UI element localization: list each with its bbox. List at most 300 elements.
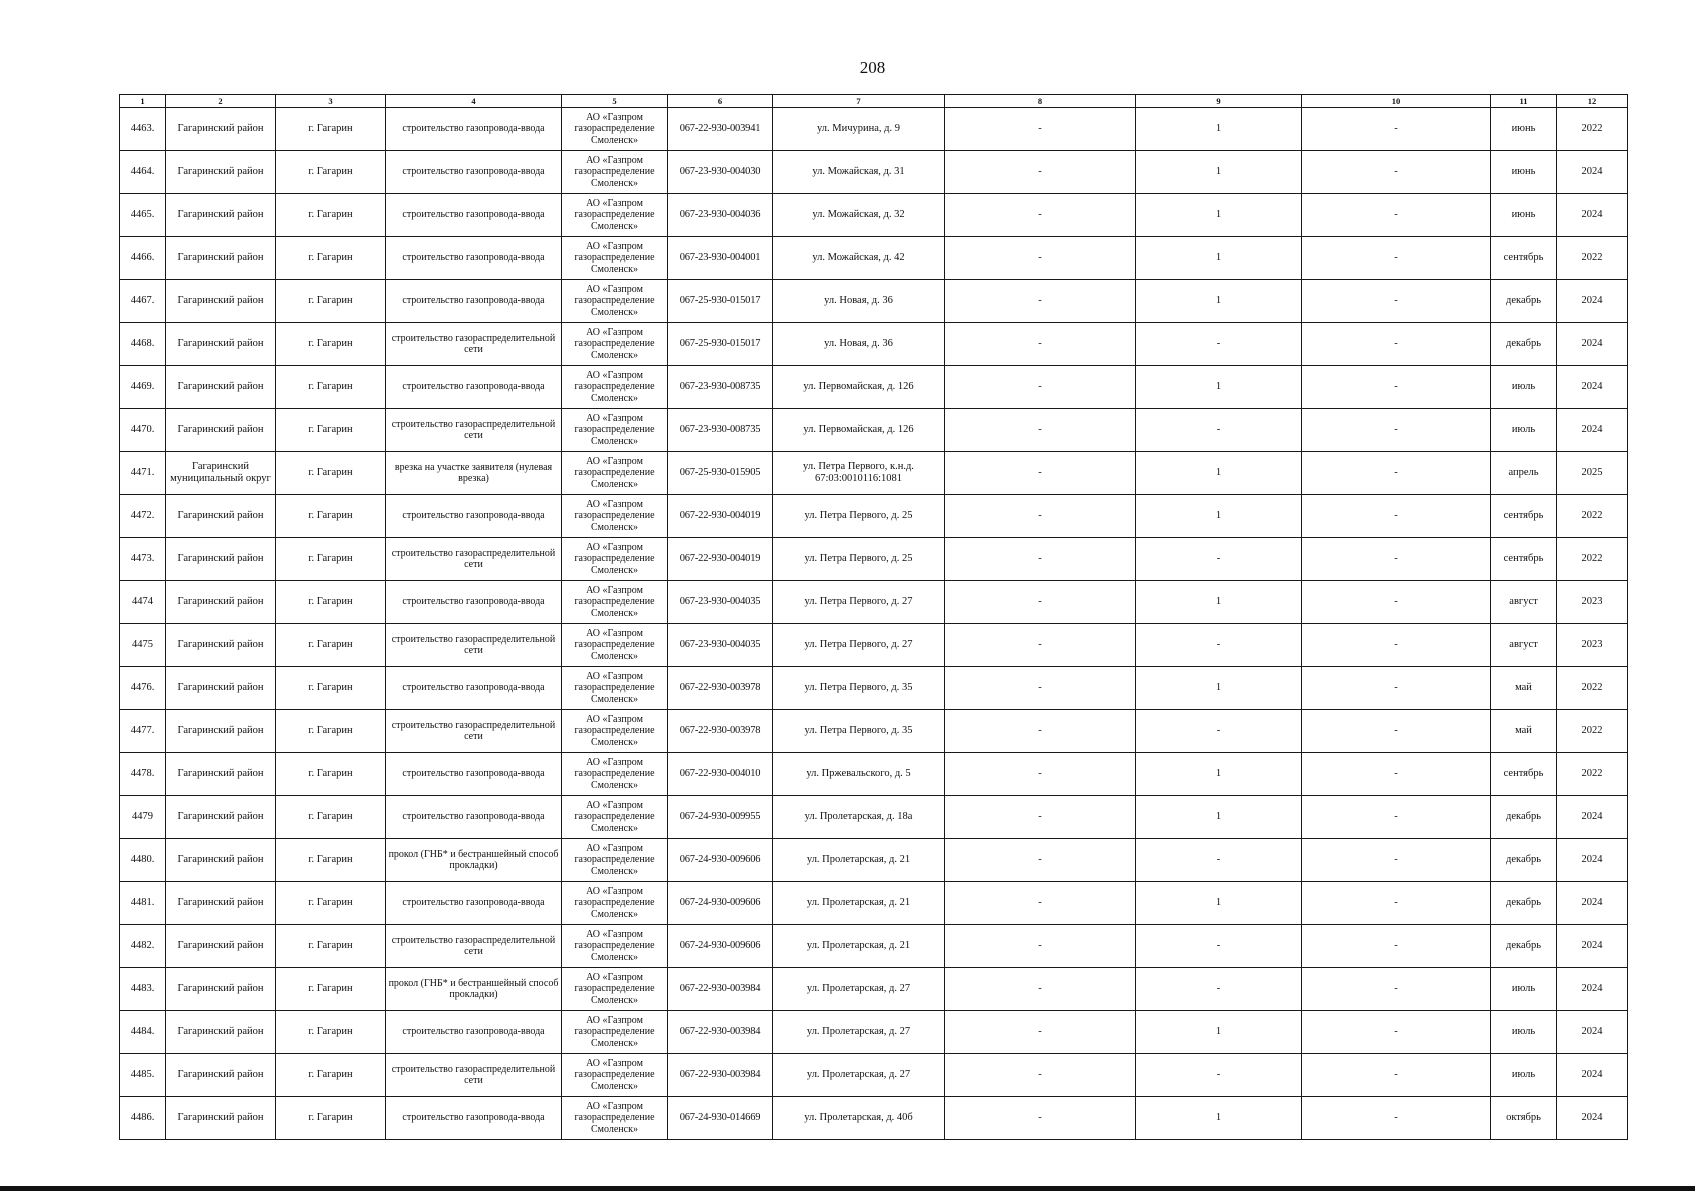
month-cell: август xyxy=(1491,581,1557,624)
column-9-cell: - xyxy=(1136,538,1302,581)
organization-cell: АО «Газпром газораспределение Смоленск» xyxy=(562,796,668,839)
column-10-cell: - xyxy=(1302,710,1491,753)
column-10-cell: - xyxy=(1302,366,1491,409)
work-type-cell: строительство газораспределительной сети xyxy=(386,925,562,968)
table-row xyxy=(120,624,1628,667)
address-cell: ул. Первомайская, д. 126 xyxy=(773,409,945,452)
district-cell: Гагаринский муниципальный округ xyxy=(166,452,276,495)
column-number: 11 xyxy=(1491,95,1557,108)
column-number: 5 xyxy=(562,95,668,108)
address-cell: ул. Мичурина, д. 9 xyxy=(773,108,945,151)
month-cell: июнь xyxy=(1491,194,1557,237)
work-type-cell: строительство газопровода-ввода xyxy=(386,108,562,151)
tu-number-cell: 067-22-930-003941 xyxy=(668,108,773,151)
month-cell: май xyxy=(1491,667,1557,710)
tu-number-cell: 067-22-930-003984 xyxy=(668,1011,773,1054)
column-9-cell: - xyxy=(1136,624,1302,667)
tu-number-cell: 067-24-930-009606 xyxy=(668,925,773,968)
year-cell: 2024 xyxy=(1557,839,1628,882)
city-cell: г. Гагарин xyxy=(276,796,386,839)
month-cell: апрель xyxy=(1491,452,1557,495)
tu-number-cell: 067-22-930-003978 xyxy=(668,667,773,710)
year-cell: 2023 xyxy=(1557,581,1628,624)
district-cell: Гагаринский район xyxy=(166,1054,276,1097)
district-cell: Гагаринский район xyxy=(166,194,276,237)
tu-number-cell: 067-23-930-008735 xyxy=(668,366,773,409)
column-8-cell: - xyxy=(945,882,1136,925)
year-cell: 2024 xyxy=(1557,1097,1628,1140)
year-cell: 2025 xyxy=(1557,452,1628,495)
column-10-cell: - xyxy=(1302,108,1491,151)
district-cell: Гагаринский район xyxy=(166,925,276,968)
city-cell: г. Гагарин xyxy=(276,538,386,581)
table-row xyxy=(120,151,1628,194)
row-number: 4472. xyxy=(120,495,166,538)
column-10-cell: - xyxy=(1302,1011,1491,1054)
column-8-cell: - xyxy=(945,495,1136,538)
city-cell: г. Гагарин xyxy=(276,710,386,753)
column-8-cell: - xyxy=(945,452,1136,495)
address-cell: ул. Петра Первого, к.н.д. 67:03:0010116:1081 xyxy=(773,452,945,495)
month-cell: сентябрь xyxy=(1491,495,1557,538)
column-9-cell: 1 xyxy=(1136,452,1302,495)
address-cell: ул. Новая, д. 36 xyxy=(773,323,945,366)
column-8-cell: - xyxy=(945,366,1136,409)
district-cell: Гагаринский район xyxy=(166,151,276,194)
column-8-cell: - xyxy=(945,237,1136,280)
organization-cell: АО «Газпром газораспределение Смоленск» xyxy=(562,1097,668,1140)
register-table xyxy=(119,94,1628,1140)
row-number: 4476. xyxy=(120,667,166,710)
column-number: 7 xyxy=(773,95,945,108)
district-cell: Гагаринский район xyxy=(166,1011,276,1054)
tu-number-cell: 067-24-930-014669 xyxy=(668,1097,773,1140)
year-cell: 2022 xyxy=(1557,237,1628,280)
work-type-cell: строительство газопровода-ввода xyxy=(386,882,562,925)
work-type-cell: строительство газопровода-ввода xyxy=(386,194,562,237)
year-cell: 2024 xyxy=(1557,882,1628,925)
work-type-cell: строительство газопровода-ввода xyxy=(386,796,562,839)
table-row xyxy=(120,710,1628,753)
tu-number-cell: 067-25-930-015017 xyxy=(668,323,773,366)
district-cell: Гагаринский район xyxy=(166,968,276,1011)
column-8-cell: - xyxy=(945,151,1136,194)
city-cell: г. Гагарин xyxy=(276,1054,386,1097)
tu-number-cell: 067-22-930-004019 xyxy=(668,538,773,581)
column-9-cell: 1 xyxy=(1136,796,1302,839)
work-type-cell: строительство газораспределительной сети xyxy=(386,624,562,667)
column-8-cell: - xyxy=(945,1011,1136,1054)
organization-cell: АО «Газпром газораспределение Смоленск» xyxy=(562,581,668,624)
table-row xyxy=(120,581,1628,624)
table-row xyxy=(120,1054,1628,1097)
row-number: 4479 xyxy=(120,796,166,839)
column-10-cell: - xyxy=(1302,581,1491,624)
row-number: 4485. xyxy=(120,1054,166,1097)
tu-number-cell: 067-22-930-004019 xyxy=(668,495,773,538)
tu-number-cell: 067-23-930-004035 xyxy=(668,624,773,667)
column-10-cell: - xyxy=(1302,796,1491,839)
column-9-cell: 1 xyxy=(1136,108,1302,151)
district-cell: Гагаринский район xyxy=(166,710,276,753)
organization-cell: АО «Газпром газораспределение Смоленск» xyxy=(562,452,668,495)
month-cell: сентябрь xyxy=(1491,237,1557,280)
month-cell: декабрь xyxy=(1491,280,1557,323)
column-10-cell: - xyxy=(1302,1054,1491,1097)
district-cell: Гагаринский район xyxy=(166,839,276,882)
column-8-cell: - xyxy=(945,1054,1136,1097)
organization-cell: АО «Газпром газораспределение Смоленск» xyxy=(562,237,668,280)
year-cell: 2024 xyxy=(1557,796,1628,839)
table-body xyxy=(120,108,1628,1140)
tu-number-cell: 067-23-930-008735 xyxy=(668,409,773,452)
address-cell: ул. Петра Первого, д. 35 xyxy=(773,667,945,710)
city-cell: г. Гагарин xyxy=(276,452,386,495)
tu-number-cell: 067-22-930-003984 xyxy=(668,1054,773,1097)
row-number: 4464. xyxy=(120,151,166,194)
column-10-cell: - xyxy=(1302,839,1491,882)
column-8-cell: - xyxy=(945,108,1136,151)
column-8-cell: - xyxy=(945,581,1136,624)
table-row xyxy=(120,280,1628,323)
column-10-cell: - xyxy=(1302,882,1491,925)
row-number: 4486. xyxy=(120,1097,166,1140)
year-cell: 2024 xyxy=(1557,1054,1628,1097)
city-cell: г. Гагарин xyxy=(276,151,386,194)
work-type-cell: строительство газопровода-ввода xyxy=(386,151,562,194)
row-number: 4473. xyxy=(120,538,166,581)
organization-cell: АО «Газпром газораспределение Смоленск» xyxy=(562,323,668,366)
address-cell: ул. Пржевальского, д. 5 xyxy=(773,753,945,796)
column-9-cell: - xyxy=(1136,839,1302,882)
column-10-cell: - xyxy=(1302,237,1491,280)
address-cell: ул. Можайская, д. 32 xyxy=(773,194,945,237)
column-9-cell: 1 xyxy=(1136,194,1302,237)
city-cell: г. Гагарин xyxy=(276,323,386,366)
column-9-cell: 1 xyxy=(1136,667,1302,710)
year-cell: 2024 xyxy=(1557,194,1628,237)
column-9-cell: 1 xyxy=(1136,280,1302,323)
tu-number-cell: 067-25-930-015017 xyxy=(668,280,773,323)
tu-number-cell: 067-25-930-015905 xyxy=(668,452,773,495)
column-10-cell: - xyxy=(1302,452,1491,495)
table-row xyxy=(120,968,1628,1011)
month-cell: июль xyxy=(1491,1054,1557,1097)
column-8-cell: - xyxy=(945,925,1136,968)
column-8-cell: - xyxy=(945,1097,1136,1140)
row-number: 4481. xyxy=(120,882,166,925)
year-cell: 2022 xyxy=(1557,710,1628,753)
column-9-cell: 1 xyxy=(1136,237,1302,280)
district-cell: Гагаринский район xyxy=(166,1097,276,1140)
column-8-cell: - xyxy=(945,753,1136,796)
month-cell: июль xyxy=(1491,366,1557,409)
page-number: 208 xyxy=(859,58,886,77)
column-number: 10 xyxy=(1302,95,1491,108)
row-number: 4484. xyxy=(120,1011,166,1054)
month-cell: август xyxy=(1491,624,1557,667)
city-cell: г. Гагарин xyxy=(276,968,386,1011)
address-cell: ул. Петра Первого, д. 27 xyxy=(773,581,945,624)
city-cell: г. Гагарин xyxy=(276,925,386,968)
tu-number-cell: 067-23-930-004030 xyxy=(668,151,773,194)
tu-number-cell: 067-23-930-004036 xyxy=(668,194,773,237)
column-9-cell: 1 xyxy=(1136,366,1302,409)
organization-cell: АО «Газпром газораспределение Смоленск» xyxy=(562,925,668,968)
column-9-cell: 1 xyxy=(1136,882,1302,925)
month-cell: май xyxy=(1491,710,1557,753)
column-number: 3 xyxy=(276,95,386,108)
column-9-cell: - xyxy=(1136,968,1302,1011)
district-cell: Гагаринский район xyxy=(166,624,276,667)
city-cell: г. Гагарин xyxy=(276,753,386,796)
column-9-cell: - xyxy=(1136,409,1302,452)
table-row xyxy=(120,753,1628,796)
address-cell: ул. Пролетарская, д. 21 xyxy=(773,839,945,882)
district-cell: Гагаринский район xyxy=(166,667,276,710)
year-cell: 2024 xyxy=(1557,323,1628,366)
address-cell: ул. Петра Первого, д. 35 xyxy=(773,710,945,753)
district-cell: Гагаринский район xyxy=(166,495,276,538)
table-row xyxy=(120,925,1628,968)
year-cell: 2024 xyxy=(1557,151,1628,194)
month-cell: июнь xyxy=(1491,151,1557,194)
work-type-cell: строительство газопровода-ввода xyxy=(386,1011,562,1054)
year-cell: 2024 xyxy=(1557,366,1628,409)
row-number: 4463. xyxy=(120,108,166,151)
table-row xyxy=(120,409,1628,452)
district-cell: Гагаринский район xyxy=(166,581,276,624)
table-row xyxy=(120,796,1628,839)
column-10-cell: - xyxy=(1302,151,1491,194)
year-cell: 2024 xyxy=(1557,925,1628,968)
column-8-cell: - xyxy=(945,796,1136,839)
work-type-cell: строительство газораспределительной сети xyxy=(386,710,562,753)
column-number: 8 xyxy=(945,95,1136,108)
address-cell: ул. Пролетарская, д. 21 xyxy=(773,925,945,968)
table-row xyxy=(120,839,1628,882)
year-cell: 2022 xyxy=(1557,538,1628,581)
column-10-cell: - xyxy=(1302,538,1491,581)
column-9-cell: 1 xyxy=(1136,151,1302,194)
year-cell: 2024 xyxy=(1557,1011,1628,1054)
column-8-cell: - xyxy=(945,323,1136,366)
column-9-cell: - xyxy=(1136,323,1302,366)
column-10-cell: - xyxy=(1302,323,1491,366)
month-cell: декабрь xyxy=(1491,882,1557,925)
city-cell: г. Гагарин xyxy=(276,667,386,710)
row-number: 4466. xyxy=(120,237,166,280)
city-cell: г. Гагарин xyxy=(276,495,386,538)
month-cell: октябрь xyxy=(1491,1097,1557,1140)
year-cell: 2022 xyxy=(1557,495,1628,538)
address-cell: ул. Пролетарская, д. 27 xyxy=(773,1011,945,1054)
city-cell: г. Гагарин xyxy=(276,108,386,151)
address-cell: ул. Пролетарская, д. 27 xyxy=(773,1054,945,1097)
column-8-cell: - xyxy=(945,968,1136,1011)
column-9-cell: - xyxy=(1136,925,1302,968)
tu-number-cell: 067-24-930-009606 xyxy=(668,839,773,882)
address-cell: ул. Пролетарская, д. 18а xyxy=(773,796,945,839)
table-row xyxy=(120,667,1628,710)
organization-cell: АО «Газпром газораспределение Смоленск» xyxy=(562,366,668,409)
table-row xyxy=(120,366,1628,409)
row-number: 4470. xyxy=(120,409,166,452)
district-cell: Гагаринский район xyxy=(166,237,276,280)
row-number: 4467. xyxy=(120,280,166,323)
table-row xyxy=(120,1011,1628,1054)
district-cell: Гагаринский район xyxy=(166,323,276,366)
column-number: 12 xyxy=(1557,95,1628,108)
district-cell: Гагаринский район xyxy=(166,108,276,151)
city-cell: г. Гагарин xyxy=(276,624,386,667)
work-type-cell: строительство газопровода-ввода xyxy=(386,667,562,710)
work-type-cell: строительство газораспределительной сети xyxy=(386,323,562,366)
column-10-cell: - xyxy=(1302,280,1491,323)
month-cell: декабрь xyxy=(1491,839,1557,882)
column-8-cell: - xyxy=(945,624,1136,667)
year-cell: 2024 xyxy=(1557,280,1628,323)
column-8-cell: - xyxy=(945,538,1136,581)
column-10-cell: - xyxy=(1302,925,1491,968)
row-number: 4482. xyxy=(120,925,166,968)
district-cell: Гагаринский район xyxy=(166,366,276,409)
address-cell: ул. Петра Первого, д. 27 xyxy=(773,624,945,667)
month-cell: сентябрь xyxy=(1491,538,1557,581)
city-cell: г. Гагарин xyxy=(276,1097,386,1140)
district-cell: Гагаринский район xyxy=(166,538,276,581)
tu-number-cell: 067-23-930-004035 xyxy=(668,581,773,624)
organization-cell: АО «Газпром газораспределение Смоленск» xyxy=(562,667,668,710)
organization-cell: АО «Газпром газораспределение Смоленск» xyxy=(562,1054,668,1097)
address-cell: ул. Петра Первого, д. 25 xyxy=(773,495,945,538)
district-cell: Гагаринский район xyxy=(166,753,276,796)
page-bottom-rule xyxy=(0,1186,1695,1191)
column-number-row xyxy=(120,95,1628,108)
tu-number-cell: 067-24-930-009955 xyxy=(668,796,773,839)
organization-cell: АО «Газпром газораспределение Смоленск» xyxy=(562,151,668,194)
month-cell: июль xyxy=(1491,409,1557,452)
month-cell: июль xyxy=(1491,1011,1557,1054)
city-cell: г. Гагарин xyxy=(276,366,386,409)
column-8-cell: - xyxy=(945,280,1136,323)
work-type-cell: строительство газопровода-ввода xyxy=(386,366,562,409)
month-cell: июнь xyxy=(1491,108,1557,151)
column-number: 1 xyxy=(120,95,166,108)
organization-cell: АО «Газпром газораспределение Смоленск» xyxy=(562,538,668,581)
year-cell: 2022 xyxy=(1557,753,1628,796)
year-cell: 2022 xyxy=(1557,108,1628,151)
tu-number-cell: 067-24-930-009606 xyxy=(668,882,773,925)
work-type-cell: строительство газопровода-ввода xyxy=(386,495,562,538)
work-type-cell: прокол (ГНБ* и бестраншейный способ прокладки) xyxy=(386,839,562,882)
work-type-cell: строительство газопровода-ввода xyxy=(386,581,562,624)
organization-cell: АО «Газпром газораспределение Смоленск» xyxy=(562,409,668,452)
address-cell: ул. Можайская, д. 31 xyxy=(773,151,945,194)
year-cell: 2024 xyxy=(1557,968,1628,1011)
month-cell: июль xyxy=(1491,968,1557,1011)
row-number: 4474 xyxy=(120,581,166,624)
work-type-cell: прокол (ГНБ* и бестраншейный способ прокладки) xyxy=(386,968,562,1011)
row-number: 4483. xyxy=(120,968,166,1011)
month-cell: сентябрь xyxy=(1491,753,1557,796)
organization-cell: АО «Газпром газораспределение Смоленск» xyxy=(562,495,668,538)
row-number: 4478. xyxy=(120,753,166,796)
column-9-cell: 1 xyxy=(1136,1097,1302,1140)
work-type-cell: строительство газопровода-ввода xyxy=(386,1097,562,1140)
city-cell: г. Гагарин xyxy=(276,237,386,280)
year-cell: 2022 xyxy=(1557,667,1628,710)
work-type-cell: строительство газопровода-ввода xyxy=(386,237,562,280)
address-cell: ул. Пролетарская, д. 21 xyxy=(773,882,945,925)
year-cell: 2023 xyxy=(1557,624,1628,667)
address-cell: ул. Можайская, д. 42 xyxy=(773,237,945,280)
table-row xyxy=(120,538,1628,581)
column-number: 9 xyxy=(1136,95,1302,108)
row-number: 4480. xyxy=(120,839,166,882)
column-10-cell: - xyxy=(1302,1097,1491,1140)
city-cell: г. Гагарин xyxy=(276,409,386,452)
row-number: 4477. xyxy=(120,710,166,753)
column-10-cell: - xyxy=(1302,667,1491,710)
address-cell: ул. Первомайская, д. 126 xyxy=(773,366,945,409)
year-cell: 2024 xyxy=(1557,409,1628,452)
month-cell: декабрь xyxy=(1491,796,1557,839)
column-10-cell: - xyxy=(1302,624,1491,667)
district-cell: Гагаринский район xyxy=(166,409,276,452)
work-type-cell: строительство газораспределительной сети xyxy=(386,538,562,581)
table-row xyxy=(120,452,1628,495)
district-cell: Гагаринский район xyxy=(166,796,276,839)
district-cell: Гагаринский район xyxy=(166,280,276,323)
column-number: 2 xyxy=(166,95,276,108)
column-10-cell: - xyxy=(1302,495,1491,538)
work-type-cell: строительство газопровода-ввода xyxy=(386,753,562,796)
row-number: 4471. xyxy=(120,452,166,495)
row-number: 4475 xyxy=(120,624,166,667)
table-row xyxy=(120,495,1628,538)
column-8-cell: - xyxy=(945,194,1136,237)
row-number: 4468. xyxy=(120,323,166,366)
column-number: 6 xyxy=(668,95,773,108)
row-number: 4465. xyxy=(120,194,166,237)
address-cell: ул. Петра Первого, д. 25 xyxy=(773,538,945,581)
table-row xyxy=(120,1097,1628,1140)
month-cell: декабрь xyxy=(1491,925,1557,968)
work-type-cell: строительство газораспределительной сети xyxy=(386,1054,562,1097)
city-cell: г. Гагарин xyxy=(276,839,386,882)
column-10-cell: - xyxy=(1302,409,1491,452)
column-8-cell: - xyxy=(945,710,1136,753)
work-type-cell: строительство газораспределительной сети xyxy=(386,409,562,452)
column-10-cell: - xyxy=(1302,753,1491,796)
table-row xyxy=(120,882,1628,925)
city-cell: г. Гагарин xyxy=(276,194,386,237)
table-row xyxy=(120,108,1628,151)
organization-cell: АО «Газпром газораспределение Смоленск» xyxy=(562,753,668,796)
city-cell: г. Гагарин xyxy=(276,280,386,323)
organization-cell: АО «Газпром газораспределение Смоленск» xyxy=(562,882,668,925)
address-cell: ул. Новая, д. 36 xyxy=(773,280,945,323)
column-9-cell: - xyxy=(1136,710,1302,753)
tu-number-cell: 067-22-930-003978 xyxy=(668,710,773,753)
column-8-cell: - xyxy=(945,839,1136,882)
column-number: 4 xyxy=(386,95,562,108)
month-cell: декабрь xyxy=(1491,323,1557,366)
city-cell: г. Гагарин xyxy=(276,882,386,925)
organization-cell: АО «Газпром газораспределение Смоленск» xyxy=(562,839,668,882)
column-10-cell: - xyxy=(1302,194,1491,237)
